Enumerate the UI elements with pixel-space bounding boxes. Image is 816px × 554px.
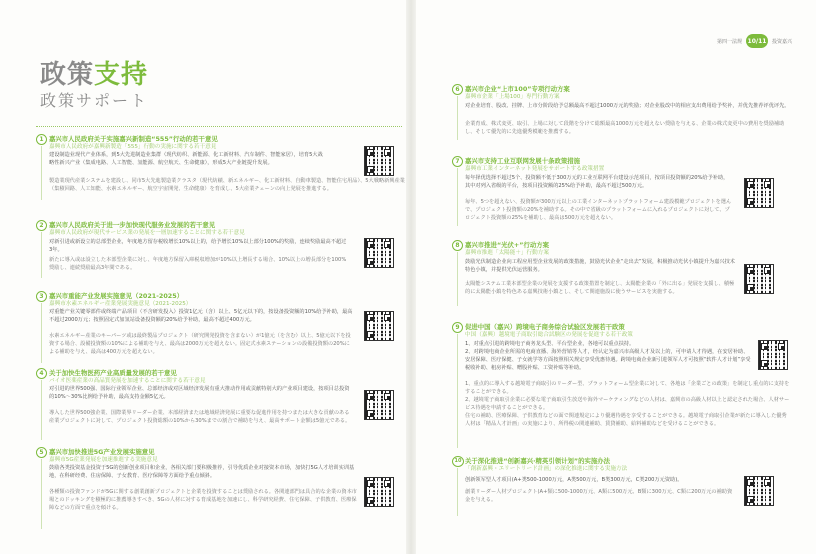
page-gutter	[406, 0, 416, 554]
item-number-badge: 5	[36, 447, 47, 458]
item-connector-line	[41, 459, 42, 529]
qr-code[interactable]	[364, 238, 394, 268]
item-text-jp: 毎年、5つを超えない、投資額が300万元以上の工業インターネットプラットフォーム建設模範プロジェクトを選んで、プロジェクト投資額の20%を補助する。その中で省級のプラットフォームに入れるプロジェクトに対して、プロジェクト投資額の25%を補助し、最高は500万元を超えない。	[465, 199, 732, 221]
item-text-jp: 1、重点的に導入する越境電子商取引のリーダー型、プラットフォーム型企業に対して、各地は「企業ごとの政策」を制定し重点的に支持をすることができる。	[465, 381, 790, 395]
item-subtitle: 嘉興市人民政府が嘉興新製造「555」行動の実施に関する若干意見	[49, 144, 217, 150]
page-title	[40, 54, 148, 91]
page-title-green: 支持	[94, 60, 149, 90]
item-title: 嘉兴市人民政府关于实施嘉兴新制造“555”行动的若干意见	[49, 135, 218, 143]
item-subtitle: 嘉興市水素エネルギー産業発展実施意見（2021-2025）	[49, 301, 192, 307]
policy-item-3	[36, 291, 406, 363]
item-connector-line	[457, 252, 458, 306]
item-number-badge: 8	[452, 240, 463, 251]
item-subtitle: 嘉興市工業インターネット発展をサポートする政策措置	[465, 166, 605, 172]
qr-code[interactable]	[744, 476, 774, 506]
page-title-gray: 政策	[40, 60, 95, 90]
item-text-cn: 鼓励各类投资基金投资于5G的创新创业项目和企业，各相关部门要积极推荐，引导优质企业对接资本市场，加快打5G人才培训实训基地，在科研经费、住房保障、子女教育、医疗保障等方面给予重点倾斜。	[49, 465, 355, 479]
item-text-jp: 太陽能システム工業本部型企業の発展を支援する政策措置を制定し、太陽能企業の「外に出る」発展を支援し、積極的に太陽能小鎮を特色ある嘉興技術小鎮とし、そして関連施設に使うサービスを実施する。	[465, 281, 735, 295]
policy-item-4	[36, 368, 406, 440]
item-text-cn: 创新领军型人才项目(A+类500-1000万元，A类500万元，B类300万元，C类200万元资助)。	[465, 477, 683, 483]
item-text-cn: 鼓励光伏制造企业向工程应用型企业发展的政策措施，鼓励光伏企业“走出去”发展，积极推动光伏小镇提升为嘉兴技术特色小镇，并提供光伏运营服务。	[465, 259, 735, 273]
item-text-cn: 对重能产业关键零部件或终端产品项目（不含研发投入）投资1亿元（含）以上、5亿元以下的，按设备投资额的10%给予补助，最高不超过2000万元；按照固定式加氢站设备投资额的20%给予补助，最高不超过400万元。	[49, 309, 353, 323]
item-text-jp: 新たに導入或は設立した本部型企業に対し、年度地方保留入庫税収増加が10%以上増長する場合、10%以上の増長部分を100%奨励し、連続奨励最高3年間である。	[49, 257, 347, 271]
item-number-badge: 6	[452, 84, 463, 95]
item-subtitle: 嘉興市人民政府が現代サービス業の発展を一層加速することに関する若干意見	[49, 230, 245, 236]
item-text-jp: 導入した世界500強企業、国際業界リーダー企業、本部経済または地域経済発展に重要な促進作用を持つまたは大きな貢献のある産業プロジェクトに対して、プロジェクト投資総額の10%から30%までの割合で補助を与え、最高サポート金額は5億元である。	[49, 410, 351, 424]
policy-item-9	[452, 322, 792, 448]
item-title: 嘉兴市推进“光伏+”行动方案	[465, 241, 550, 249]
item-text-cn: 对引进的世界500强、国际行业领军企业、总部经济或对区域经济发展有重大推动作用或贡献特别大的产业项目建设，按项目总投资的10%～30%比例给予补助，最高支持金额5亿元。	[49, 386, 350, 400]
page-header	[717, 34, 792, 48]
qr-code[interactable]	[364, 477, 394, 507]
item-number-badge: 4	[36, 368, 47, 379]
policy-item-2	[36, 220, 406, 278]
item-text-cn: 每年择优选择不超过5个、投资额不低于300万元的工业互联网平台建设示范项目，按项目投资额的20%给予补助，其中对列入省级的平台，按项目投资额的25%给予补助，最高不超过500万元。	[465, 175, 729, 189]
item-text-cn: 对企业培育、股改、挂牌、上市分阶段给予总额最高不超过1000万元的奖励；对企业股改中的相应支出费用给予奖补，并优先推荐评优评先。	[465, 103, 790, 109]
item-text-cn: 建设制造业现代产业体系，到5大先进制造业集群（现代纺织、新能源、化工新材料、汽车制件、智能家居），培育5大战略性新兴产业（集成电路、人工智能、氢能源、航空航天、生命健康），形成5大产业链提升发展。	[49, 152, 323, 166]
item-subtitle: 「創新嘉興・エリートリード計画」の深化推進に関する実施方法	[465, 466, 628, 472]
policy-item-8	[452, 240, 792, 306]
item-connector-line	[41, 146, 42, 200]
item-text-jp: 各種類の投資ファンドが5Gに関する創業創新プロジェクトと企業を投資することは奨励される。各関連部門は具合的な企業の資本市場とのドッキングを積極的に推薦導きすべき、5Gの人材に対する育成基地を加速にし、科学研究経費、住宅保障、子供教育、医療保障などの方面で重点を傾ける。	[49, 489, 357, 511]
qr-code[interactable]	[744, 178, 774, 208]
qr-code[interactable]	[364, 146, 394, 176]
item-connector-line	[457, 168, 458, 226]
item-number-badge: 10	[452, 456, 464, 467]
item-text-jp: 企業育成、株式変更、取引、上場に対して段階を分けて総額最高1000万元を超えない奨励を与える、企業の株式変更中の費用を奨励補助し、そして優先的に先進優秀模範を推薦する。	[465, 121, 785, 135]
item-connector-line	[457, 96, 458, 140]
item-subtitle: 嘉興市企業「上場100」専門行動方案	[465, 94, 560, 100]
header-label-right: 投资嘉兴	[771, 38, 792, 45]
page-subtitle-jp: 政策サポート	[40, 91, 149, 110]
item-connector-line	[457, 334, 458, 448]
item-text-cn: 对新引进或新设立的总部型企业，年度地方留存税收增长10%以上的，给予增长10%以上部分100%的奖励，连续奖励最高不超过3年。	[49, 239, 347, 253]
item-title: 促进中国（嘉兴）跨境电子商务综合试验区发展若干政策	[465, 323, 625, 331]
item-connector-line	[457, 468, 458, 516]
policy-item-10	[452, 456, 792, 516]
title-divider	[36, 126, 402, 127]
item-text-cn: 2、对跨境电商企业所需的电商直播、海外营销等人才，经认定为嘉兴市高级人才及以上的，可申请人才待遇，在安居补助、安居保障、医疗保健、子女就学等方面按照相关规定享受优惠待遇。跨境电商企业新引进领军人才可按照“软件人才计划”享受税收补助、租房补贴、赠股补贴、工资补贴等补助。	[465, 349, 751, 371]
item-text-jp: 創業リーダー人材プロジェクト(A+類に500-1000万元、A類に500万元、B類に300万元、C類に200万元の補助資金を与える。	[465, 489, 733, 503]
item-number-badge: 2	[36, 220, 47, 231]
item-number-badge: 7	[452, 156, 463, 167]
policy-item-1	[36, 134, 406, 200]
item-number-badge: 1	[36, 134, 47, 145]
item-subtitle: バイオ医薬産業の高品質発展を加速することに関する若干意見	[49, 378, 206, 384]
item-number-badge: 9	[452, 322, 463, 333]
item-connector-line	[41, 303, 42, 363]
item-text-jp: 住宅の補助、医療保障、子供教育などの面で関連規定により優遇待遇を享受することができる。越境電子商取引企業が新たに導入した優秀人材は「精品人才計画」の実施により、所得税の関連補助、賃貸補助、給料補助などを受けることができる。	[465, 413, 787, 427]
policy-item-5	[36, 447, 406, 529]
item-number-badge: 3	[36, 291, 47, 302]
item-title: 嘉兴市企业“上市100”专项行动方案	[465, 85, 570, 93]
item-subtitle: 中国（嘉興）越境電子商取引総合試験区の発展を促進する若干政策	[465, 332, 633, 338]
item-title: 嘉兴市加快推进5G产业发展实施意见	[49, 448, 155, 456]
item-connector-line	[41, 380, 42, 440]
item-title: 嘉兴市重能产业发展实施意见（2021-2025）	[49, 292, 184, 300]
qr-code[interactable]	[744, 264, 774, 294]
item-subtitle: 嘉興市5G産業発展を加速推進する実施意見	[49, 457, 158, 463]
policy-item-6	[452, 84, 792, 140]
policy-item-7	[452, 156, 792, 226]
qr-code[interactable]	[758, 340, 788, 370]
item-title: 嘉兴市支持工业互联网发展十条政策措施	[465, 157, 581, 165]
item-text-jp: 水素エネルギー産業のキーパーツ或は最終製品プロジェクト（研究開発投資を含まない）が1億元（を含む）以上、5億元以下を投資する場合、設備投資額の10%による補助を与え、最高は2000万元を超えない。固定式水素ステーションの設備投資額の20%による補助を与え、最高は400万元を超えない。	[49, 333, 351, 355]
qr-code[interactable]	[364, 311, 394, 341]
item-text-cn: 1、对重点引进的跨境电子商务龙头型、平台型企业，各地可以重点扶持。	[465, 341, 635, 347]
header-label-left: 第四一法规	[716, 38, 742, 45]
item-text-jp: 2、越境電子商取引企業に必要な電子商取引生放送や海外マーケティングなどの人材は、嘉興市の高級人材以上と認定された場合、人材サービス待遇を申請することができる。	[465, 397, 790, 411]
item-title: 关于加快生物医药产业高质量发展的若干意见	[49, 369, 177, 377]
item-title: 嘉兴市人民政府关于进一步加快现代服务业发展的若干意见	[49, 221, 216, 229]
item-subtitle: 嘉興市推進「太陽能＋」行動方案	[465, 250, 549, 256]
item-connector-line	[41, 232, 42, 278]
qr-code[interactable]	[364, 390, 394, 420]
item-title: 关于深化推进“创新嘉兴·精英引领计划”的实施办法	[465, 457, 611, 465]
page-number-badge: 10/11	[746, 34, 768, 48]
item-text-jp: 製造業現代産業システムを建設し、同市5大先進製造業クラスタ（現代紡績、新エネルギー、化工新材料、自動車製造、智能住宅用品）、5大戦略新興産業（集積回路、人工知能、水素エネルギー、航空宇宙開発、生命健康）を育成し、5大産業チェーンの向上発展を推進する。	[49, 178, 405, 192]
